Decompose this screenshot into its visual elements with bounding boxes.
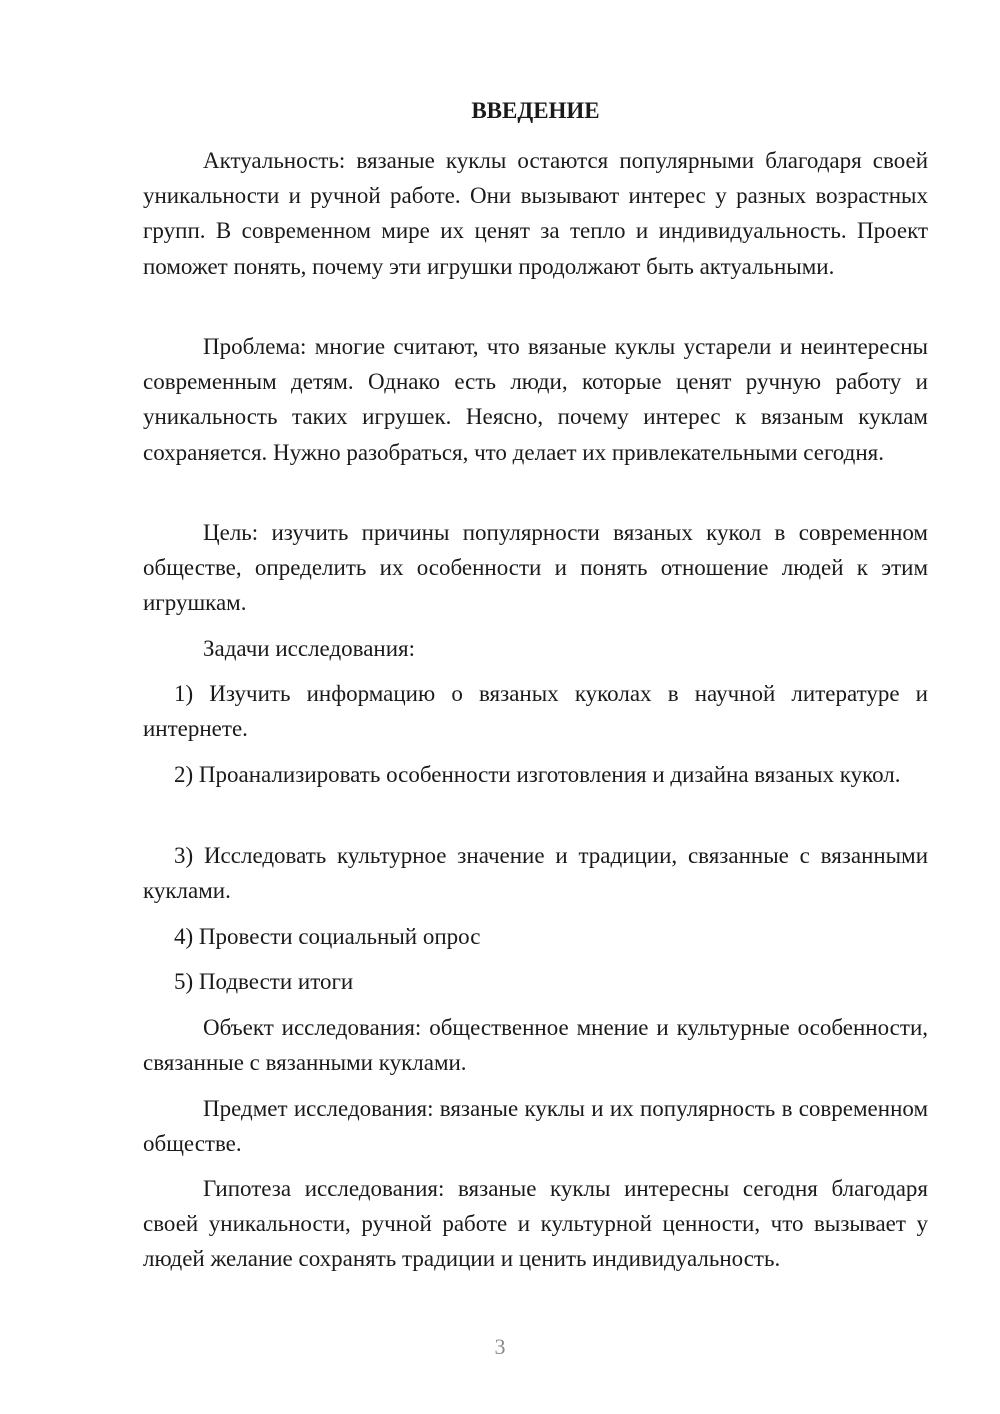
object-paragraph: Объект исследования: общественное мнение и культурные особенности, связанные с вязанными куклами. <box>143 1015 928 1076</box>
goal-paragraph: Цель: изучить причины популярности вязаных кукол в современном обществе, определить их особенности и понять отношение людей к этим игрушкам. <box>143 520 928 616</box>
page-title: ВВЕДЕНИЕ <box>471 98 600 123</box>
task-item-5: 5) Подвести итоги <box>174 969 354 994</box>
problem-paragraph: Проблема: многие считают, что вязаные куклы устарели и неинтересны современным детям. Однако есть люди, которые ценят ручную работу и уникальность таких игрушек. Неясно, почему интерес к вязаным куклам сохраняется. Нужно разобраться, что делает их привлекательными сегодня. <box>143 334 928 465</box>
relevance-paragraph: Актуальность: вязаные куклы остаются популярными благодаря своей уникальности и ручной работе. Они вызывают интерес у разных возрастных групп. В современном мире их ценят за тепло и индивидуальность. Проект поможет понять, почему эти игрушки продолжают быть актуальными. <box>143 148 928 279</box>
task-item-1: 1) Изучить информацию о вязаных куколах в научной литературе и интернете. <box>143 681 928 742</box>
hypothesis-paragraph: Гипотеза исследования: вязаные куклы интересны сегодня благодаря своей уникальности, ручной работе и культурной ценности, что вызывает у людей желание сохранять традиции и ценить индивидуальность. <box>143 1176 928 1272</box>
task-item-4: 4) Провести социальный опрос <box>174 924 481 949</box>
subject-paragraph: Предмет исследования: вязаные куклы и их популярность в современном обществе. <box>143 1096 928 1157</box>
tasks-heading: Задачи исследования: <box>203 636 416 661</box>
task-item-3: 3) Исследовать культурное значение и традиции, связанные с вязанными куклами. <box>143 843 928 904</box>
task-item-2: 2) Проанализировать особенности изготовления и дизайна вязаных кукол. <box>174 762 901 787</box>
page-number: 3 <box>494 1334 506 1359</box>
